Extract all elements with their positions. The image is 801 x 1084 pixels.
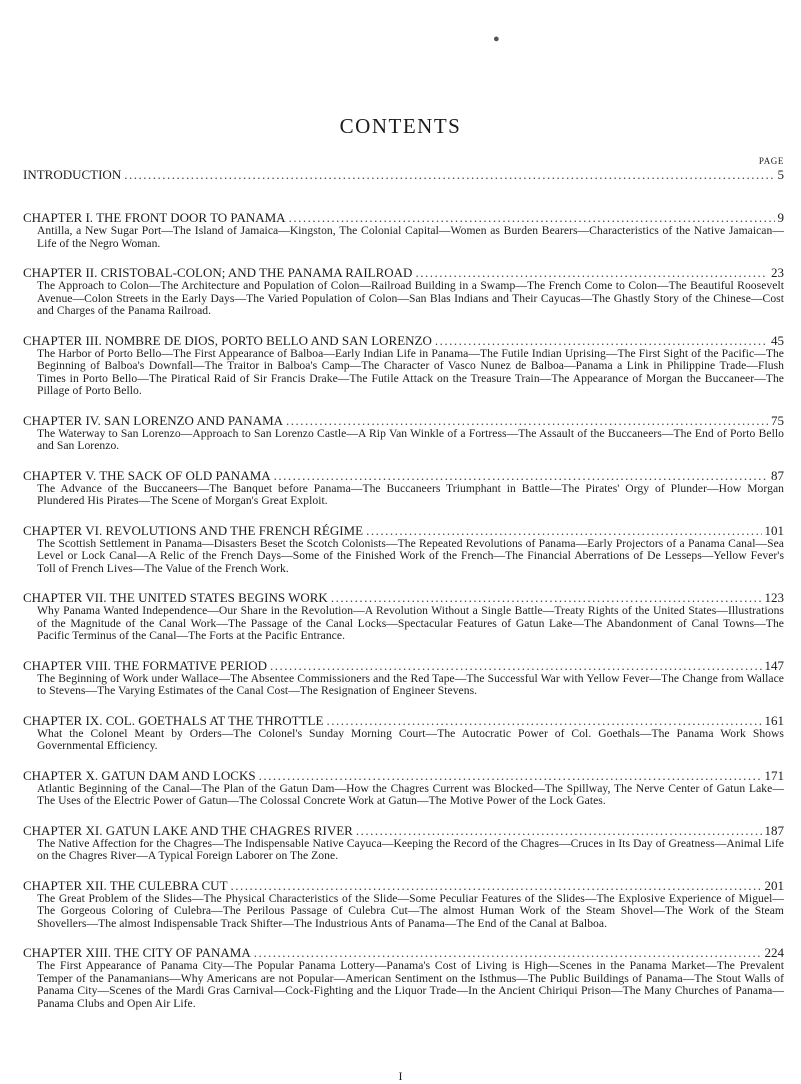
chapter-heading: CHAPTER VII. THE UNITED STATES BEGINS WORK (23, 590, 328, 605)
page-column-label: PAGE (758, 156, 784, 166)
introduction-heading-row (23, 168, 784, 182)
chapter-heading-row (23, 946, 784, 960)
chapter-summary: What the Colonel Meant by Orders—The Colonel's Sunday Morning Court—The Autocratic Power of Col. Goethals—The Panama Work Shows Governmental Efficiency. (37, 726, 784, 752)
dot-leader (366, 524, 761, 538)
chapter-entry-10 (23, 769, 784, 808)
chapter-entry-12 (23, 879, 784, 931)
chapter-heading-row (23, 266, 784, 280)
chapter-entry-2 (23, 266, 784, 318)
dot-leader (289, 211, 775, 225)
chapter-heading: CHAPTER VI. REVOLUTIONS AND THE FRENCH RÉGIME (23, 522, 364, 538)
chapter-page-number: 187 (764, 822, 784, 838)
chapter-heading: CHAPTER IX. COL. GOETHALS AT THE THROTTLE (23, 712, 324, 728)
chapter-page-number: 147 (764, 657, 784, 673)
chapter-entry-6 (23, 524, 784, 576)
chapter-entry-5 (23, 469, 784, 508)
chapter-heading-row (23, 824, 784, 838)
chapter-list (23, 211, 784, 1010)
dot-leader (254, 946, 762, 960)
dot-leader (435, 334, 768, 348)
dot-leader (231, 879, 762, 893)
chapter-summary: Atlantic Beginning of the Canal—The Plan of the Gatun Dam—How the Chagres Current was Blocked—The Spillway, The Nerve Center of Gatun Lake—The Uses of the Electric Power of Gatun—The Colossal Concrete Work at Gatun—The Motive Power of the Lock Gates. (37, 781, 784, 807)
chapter-page-number: 87 (771, 467, 784, 483)
chapter-summary: The Great Problem of the Slides—The Physical Characteristics of the Slide—Some Peculiar Features of the Slides—The Explosive Experience of Miguel—The Gorgeous Coloring of Culebra—The Perilous Passage of Culebra Cut—The almost Human Work of the Steam Shovel—The Work of the Steam Shovellers—The almost Indispensable Track Shifter—The Industrious Ants of Panama—The End of the Canal at Balboa. (37, 891, 784, 930)
chapter-heading: CHAPTER IV. SAN LORENZO AND PANAMA (23, 412, 284, 428)
chapter-heading: CHAPTER XIII. THE CITY OF PANAMA (23, 945, 251, 960)
bullet-mark: ● (493, 33, 500, 45)
dot-leader (259, 769, 762, 783)
chapter-heading: CHAPTER XII. THE CULEBRA CUT (23, 877, 228, 893)
dot-leader (331, 591, 762, 605)
chapter-heading-row (23, 211, 784, 225)
chapter-summary: The Waterway to San Lorenzo—Approach to San Lorenzo Castle—A Rip Van Winkle of a Fortress—The Assault of the Buccaneers—The End of Porto Bello and San Lorenzo. (37, 426, 784, 452)
chapter-page-number: 224 (764, 945, 784, 960)
chapter-entry-1 (23, 211, 784, 250)
chapter-summary: The First Appearance of Panama City—The Popular Panama Lottery—Panama's Cost of Living is High—Scenes in the Panama Market—The Prevalent Temper of the Panamanians—Why Americans are not Popular—American Sentiment on the Isthmus—The Public Buildings of Panama—The Stout Walls of Panama City—Scenes of the Mardi Gras Carnival—Cock-Fighting and the Liquor Trade—In the Ancient Chiriqui Prison—The Many Churches of Panama—Panama Clubs and Open Air Life. (37, 959, 784, 1010)
chapter-entry-8 (23, 659, 784, 698)
chapter-entry-3 (23, 334, 784, 398)
dot-leader (270, 659, 762, 673)
chapter-heading: CHAPTER VIII. THE FORMATIVE PERIOD (23, 657, 267, 673)
chapter-heading: CHAPTER V. THE SACK OF OLD PANAMA (23, 467, 271, 483)
chapter-page-number: 75 (771, 412, 784, 428)
chapter-entry-4 (23, 414, 784, 453)
chapter-heading-row (23, 414, 784, 428)
chapter-heading: CHAPTER I. THE FRONT DOOR TO PANAMA (23, 210, 286, 225)
dot-leader (415, 266, 768, 280)
chapter-heading: CHAPTER XI. GATUN LAKE AND THE CHAGRES RIVER (23, 822, 353, 838)
chapter-summary: Antilla, a New Sugar Port—The Island of Jamaica—Kingston, The Colonial Capital—Women as Burden Bearers—Characteristics of the Native Jamaican—Life of the Negro Woman. (37, 224, 784, 250)
chapter-entry-11 (23, 824, 784, 863)
chapter-summary: The Native Affection for the Chagres—The Indispensable Native Cayuca—Keeping the Record of the Chagres—Cruces in Its Day of Greatness—Animal Life on the Chagres River—A Typical Foreign Laborer on The Zone. (37, 836, 784, 862)
chapter-heading: CHAPTER X. GATUN DAM AND LOCKS (23, 767, 256, 783)
chapter-page-number: 123 (764, 590, 784, 605)
chapter-entry-13 (23, 946, 784, 1010)
chapter-page-number: 171 (764, 767, 784, 783)
chapter-summary: The Approach to Colon—The Architecture and Population of Colon—Railroad Building in a Swamp—The French Come to Colon—The Beautiful Roosevelt Avenue—Colon Streets in the Early Days—The Varied Population of Colon—San Blas Indians and Their Cayucas—The Ghastly Story of the Chinese—Cost and Charges of the Panama Railroad. (37, 279, 784, 317)
dot-leader (326, 714, 761, 728)
introduction-page-number: 5 (777, 167, 784, 182)
chapter-heading: CHAPTER III. NOMBRE DE DIOS, PORTO BELLO AND SAN LORENZO (23, 332, 432, 348)
chapter-summary: The Harbor of Porto Bello—The First Appearance of Balboa—Early Indian Life in Panama—The Futile Indian Uprising—The First Sight of the Pacific—The Beginning of Balboa's Downfall—The Traitor in Balboa's Camp—The Character of Vasco Nunez de Balboa—Panama a Link in Philippine Trade—Flush Times in Porto Bello—The Piratical Raid of Sir Francis Drake—The Futile Attack on the Treasure Train—The Appearance of Morgan the Buccaneer—The Pillage of Porto Bello. (37, 346, 784, 397)
chapter-heading-row (23, 879, 784, 893)
chapter-heading-row (23, 659, 784, 673)
chapter-heading-row (23, 769, 784, 783)
dot-leader (274, 469, 768, 483)
chapter-summary: The Advance of the Buccaneers—The Banquet before Panama—The Buccaneers Triumphant in Battle—The Pirates' Orgy of Plunder—How Morgan Plundered His Pirates—The Scene of Morgan's Great Exploit. (37, 481, 784, 507)
chapter-page-number: 9 (777, 210, 784, 225)
introduction-label: INTRODUCTION (23, 167, 122, 182)
dot-leader (356, 824, 762, 838)
chapter-heading-row (23, 714, 784, 728)
chapter-heading-row (23, 469, 784, 483)
chapter-entry-7 (23, 591, 784, 643)
page-folio: I (398, 1069, 403, 1083)
chapter-heading: CHAPTER II. CRISTOBAL-COLON; AND THE PANAMA RAILROAD (23, 265, 413, 280)
chapter-heading-row (23, 524, 784, 538)
chapter-heading-row (23, 591, 784, 605)
dot-leader (124, 168, 774, 182)
chapter-page-number: 161 (764, 712, 784, 728)
chapter-page-number: 23 (771, 265, 784, 280)
page-title: CONTENTS (339, 114, 462, 138)
chapter-entry-9 (23, 714, 784, 753)
chapter-page-number: 201 (764, 877, 784, 893)
chapter-summary: The Beginning of Work under Wallace—The Absentee Commissioners and the Red Tape—The Successful War with Yellow Fever—The Change from Wallace to Stevens—The Varying Estimates of the Canal Cost—The Resignation of Engineer Stevens. (37, 671, 784, 697)
chapter-summary: Why Panama Wanted Independence—Our Share in the Revolution—A Revolution Without a Single Battle—Treaty Rights of the United States—Illustrations of the Magnitude of the Canal Work—The Passage of the Canal Locks—Spectacular Features of Gatun Lake—The Abandonment of Canal Towns—The Pacific Terminus of the Canal—The Forts at the Pacific Entrance. (37, 604, 784, 642)
chapter-summary: The Scottish Settlement in Panama—Disasters Beset the Scotch Colonists—The Repeated Revolutions of Panama—Early Projectors of a Panama Canal—Sea Level or Lock Canal—A Relic of the French Days—Some of the Finished Work of the French—The Financial Aberrations of De Lesseps—Yellow Fever's Toll of French Lives—The Value of the French Work. (37, 536, 784, 575)
dot-leader (286, 414, 768, 428)
chapter-page-number: 45 (771, 332, 784, 348)
introduction-entry (23, 168, 784, 182)
chapter-heading-row (23, 334, 784, 348)
chapter-page-number: 101 (764, 522, 784, 538)
